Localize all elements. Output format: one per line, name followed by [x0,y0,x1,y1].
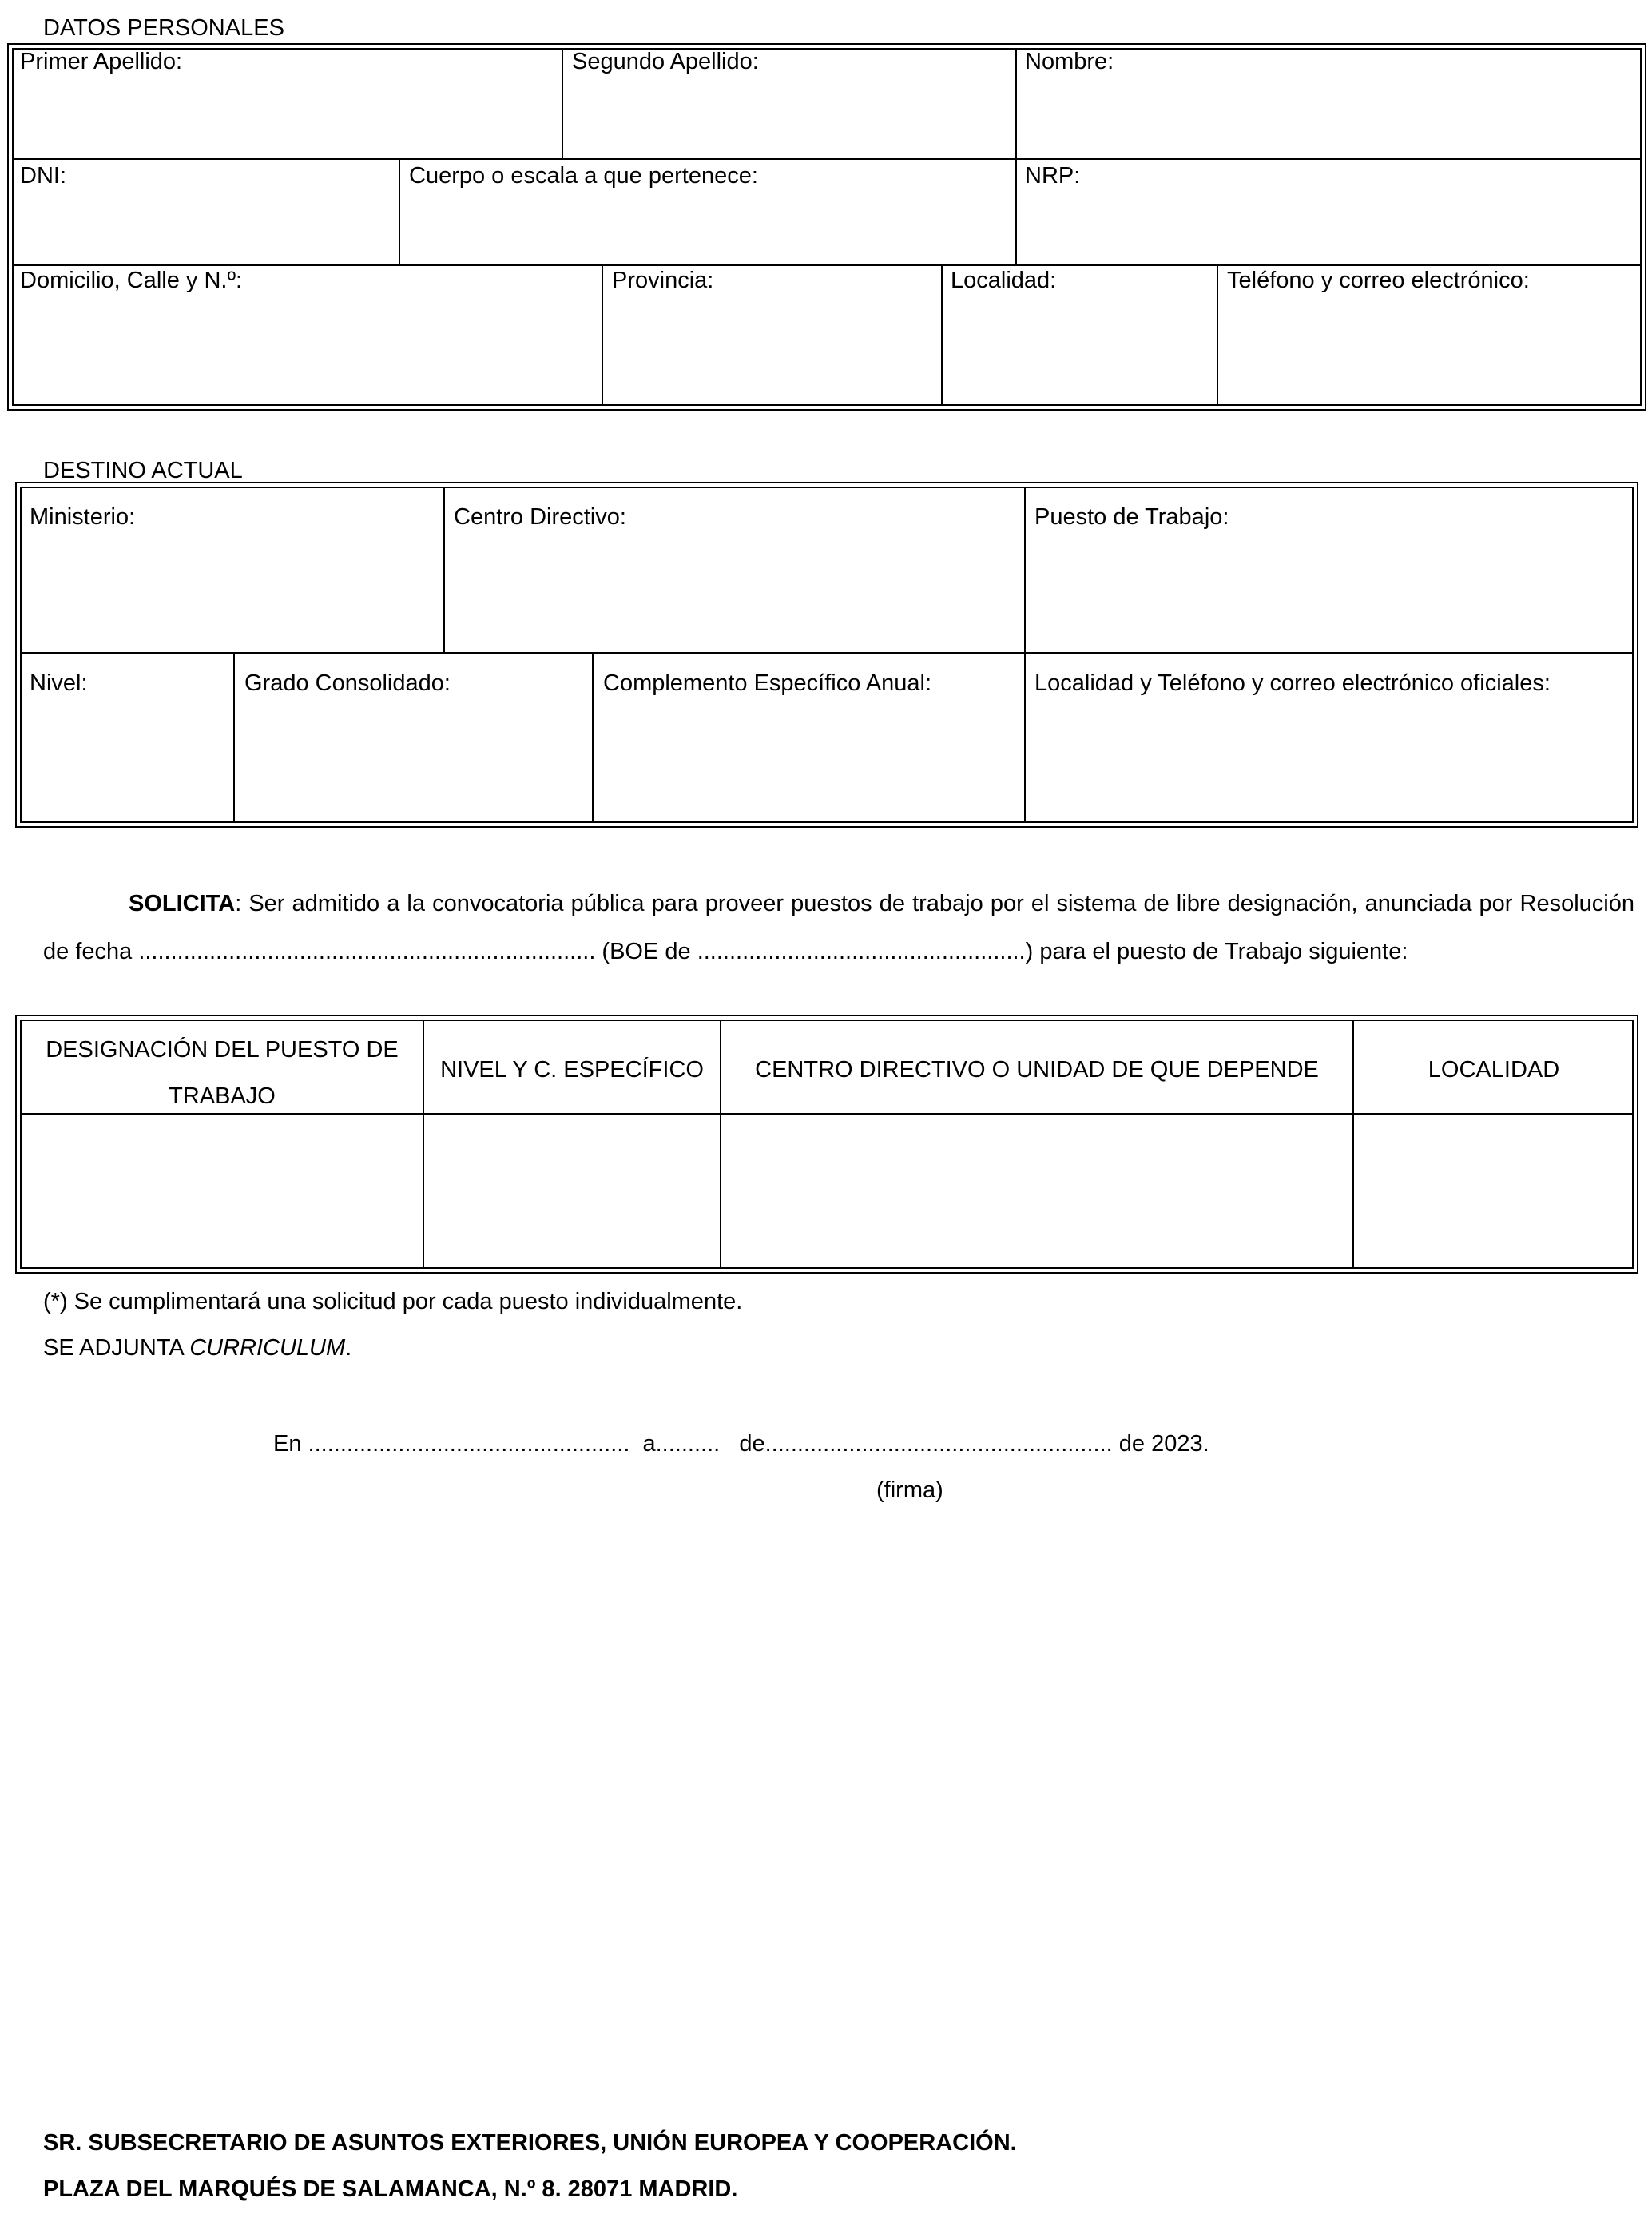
table-cell-localidad[interactable] [1354,1115,1634,1269]
solicita-line-1 [43,880,1634,928]
field-puesto-trabajo[interactable]: Puesto de Trabajo: [1034,504,1229,530]
field-ministerio[interactable]: Ministerio: [30,504,136,530]
field-nrp[interactable]: NRP: [1025,163,1081,189]
footer-addressee: SR. SUBSECRETARIO DE ASUNTOS EXTERIORES, UNIÓN EUROPEA Y COOPERACIÓN. [43,2130,1017,2156]
solicita-text: : Ser admitido a la convocatoria pública para proveer puestos de trabajo por el sistema de libre designación, anunciada por Resolución [235,891,1634,916]
note-adjunta [43,1334,351,1361]
footer-address: PLAZA DEL MARQUÉS DE SALAMANCA, N.º 8. 28071 MADRID. [43,2176,738,2202]
field-primer-apellido[interactable]: Primer Apellido: [20,49,183,74]
field-telefono[interactable]: Teléfono y correo electrónico: [1227,268,1530,293]
table-header-centro: CENTRO DIRECTIVO O UNIDAD DE QUE DEPENDE [755,1057,1319,1083]
section-title-datos-personales: DATOS PERSONALES [43,15,284,41]
field-grado-consolidado[interactable]: Grado Consolidado: [244,670,451,696]
table-header-nivel: NIVEL Y C. ESPECÍFICO [440,1057,704,1083]
datos-personales-grid [12,48,1642,406]
field-dni[interactable]: DNI: [20,163,66,189]
table-cell-centro[interactable] [721,1115,1352,1269]
solicita-keyword: SOLICITA [129,891,236,916]
field-nombre[interactable]: Nombre: [1025,49,1114,74]
field-complemento[interactable]: Complemento Específico Anual: [603,670,932,696]
adjunta-suffix: . [345,1335,352,1361]
table-header-localidad: LOCALIDAD [1428,1057,1560,1083]
field-nivel[interactable]: Nivel: [30,670,88,696]
firma-label: (firma) [876,1477,943,1503]
table-header-designacion: DESIGNACIÓN DEL PUESTO DE TRABAJO [46,1037,399,1109]
table-cell-designacion[interactable] [22,1115,423,1269]
section-title-destino-actual: DESTINO ACTUAL [43,458,243,483]
field-provincia[interactable]: Provincia: [612,268,714,293]
field-domicilio[interactable]: Domicilio, Calle y N.º: [20,268,243,293]
note-individual: (*) Se cumplimentará una solicitud por cada puesto individualmente. [43,1289,743,1314]
destino-actual-grid [20,487,1634,823]
table-cell-nivel[interactable] [424,1115,720,1269]
solicita-paragraph [43,880,1634,976]
solicita-line-2: de fecha ....................................................................... (BOE de ...................................................) para el puesto de Trabajo siguiente: [43,939,1408,964]
adjunta-curriculum: CURRICULUM [189,1335,346,1361]
place-date-line[interactable]: En .................................................. a.......... de...................................................... de 2023. [273,1431,1209,1457]
field-localidad[interactable]: Localidad: [951,268,1057,293]
field-cuerpo[interactable]: Cuerpo o escala a que pertenece: [409,163,758,189]
adjunta-prefix: SE ADJUNTA [43,1335,190,1361]
field-segundo-apellido[interactable]: Segundo Apellido: [572,49,759,74]
field-centro-directivo[interactable]: Centro Directivo: [454,504,626,530]
field-localidad-telefono[interactable]: Localidad y Teléfono y correo electrónico oficiales: [1034,670,1551,696]
